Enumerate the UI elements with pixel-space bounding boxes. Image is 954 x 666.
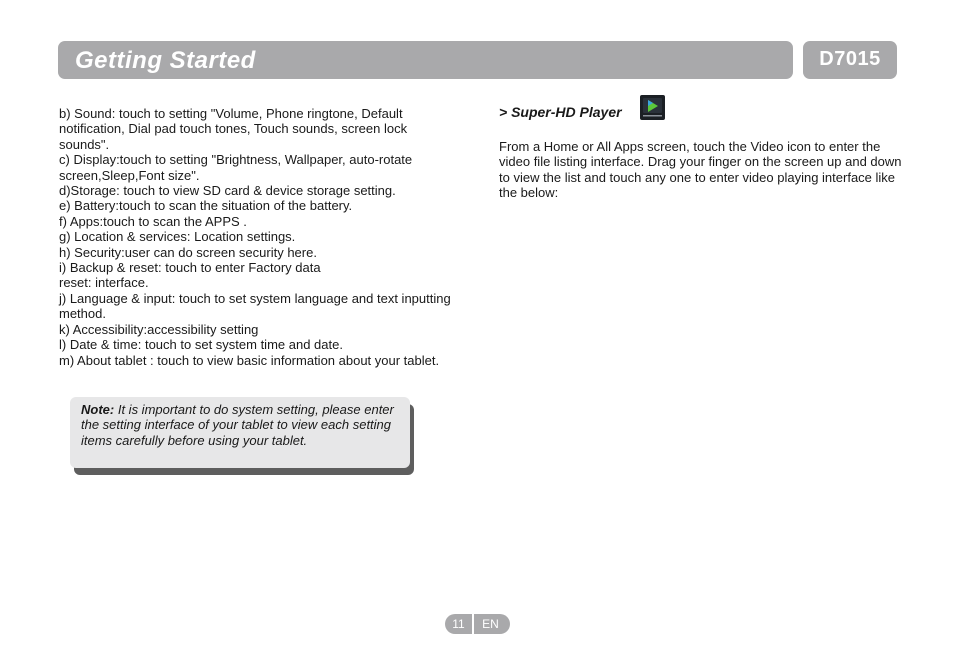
player-section-heading: > Super-HD Player <box>499 104 622 120</box>
settings-item-sound: b) Sound: touch to setting "Volume, Phone ringtone, Default notification, Dial pad touch tones, Touch sounds, screen lock sounds". <box>59 106 408 152</box>
super-hd-player-icon <box>640 95 665 120</box>
settings-list <box>59 106 459 368</box>
settings-item-language: j) Language & input: touch to set system language and text inputting method. <box>59 290 451 322</box>
settings-item-backup-cont: reset: interface. <box>59 275 149 291</box>
settings-item-accessibility: k) Accessibility:accessibility setting <box>59 321 259 337</box>
note-callout <box>70 397 410 468</box>
settings-item-apps: f) Apps:touch to scan the APPS . <box>59 213 247 229</box>
section-header-bar <box>58 41 793 79</box>
settings-item-battery: e) Battery:touch to scan the situation of the battery. <box>59 198 353 214</box>
settings-item-storage: d)Storage: touch to view SD card & device storage setting. <box>59 183 396 199</box>
language-label: EN <box>482 617 499 631</box>
settings-item-security: h) Security:user can do screen security here. <box>59 244 317 260</box>
settings-item-display: c) Display:touch to setting "Brightness, Wallpaper, auto-rotate screen,Sleep,Font size". <box>59 152 413 183</box>
settings-item-date-time: l) Date & time: touch to set system time and date. <box>59 337 343 353</box>
note-body: It is important to do system setting, please enter the setting interface of your tablet to view each setting items carefully before using your tablet. <box>81 402 394 448</box>
page-title: Getting Started <box>75 47 256 74</box>
settings-item-about: m) About tablet : touch to view basic information about your tablet. <box>59 352 440 368</box>
settings-item-location: g) Location & services: Location settings. <box>59 229 296 245</box>
note-label: Note: <box>81 402 115 417</box>
page-number: 11 <box>452 617 465 631</box>
model-badge <box>803 41 897 79</box>
note-text <box>81 402 406 448</box>
model-label: D7015 <box>819 48 881 70</box>
page-indicator <box>445 614 510 634</box>
player-section-body: From a Home or All Apps screen, touch the Video icon to enter the video file listing interface. Drag your finger on the screen up and down to view the list and touch any one to enter video playing interface like the below: <box>499 139 902 201</box>
settings-item-backup: i) Backup & reset: touch to enter Factory data <box>59 260 321 276</box>
